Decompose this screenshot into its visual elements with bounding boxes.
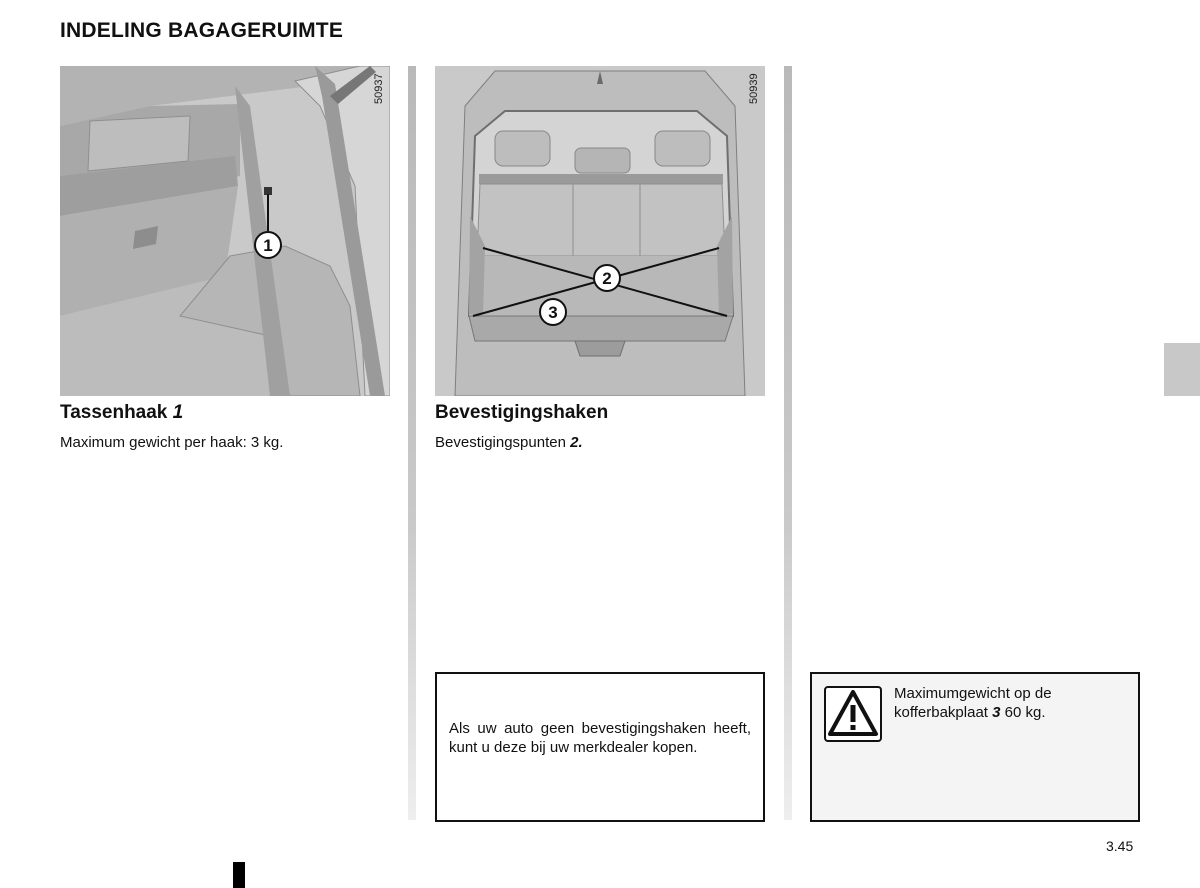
bag-hook-heading-ref: 1 bbox=[172, 402, 184, 423]
column-divider-right bbox=[784, 66, 792, 820]
info-note-text: Als uw auto geen bevestigingshaken heeft, kunt u deze bij uw merkdealer kopen. bbox=[449, 720, 751, 756]
page-number: 3.45 bbox=[1106, 838, 1134, 854]
callout-1: 1 bbox=[263, 236, 273, 255]
bag-hook-heading-text: Tassenhaak bbox=[60, 402, 168, 423]
info-note-box bbox=[435, 672, 765, 822]
anchor-hooks-body bbox=[435, 434, 583, 451]
figure-anchor-hooks bbox=[435, 66, 765, 396]
figure-code-left: 50937 bbox=[373, 73, 385, 104]
trunk-rear-illustration bbox=[435, 66, 765, 396]
warning-note-text bbox=[894, 684, 1134, 722]
warning-ref: 3 bbox=[992, 704, 1001, 721]
footer-crop-mark bbox=[233, 862, 245, 888]
callout-3: 3 bbox=[548, 303, 558, 322]
figure-bag-hook bbox=[60, 66, 390, 396]
anchor-hooks-heading: Bevestigingshaken bbox=[435, 402, 609, 423]
page-title: INDELING BAGAGERUIMTE bbox=[60, 19, 344, 42]
anchor-hooks-body-ref: 2. bbox=[570, 434, 583, 451]
trunk-side-illustration bbox=[60, 66, 390, 396]
column-divider-left bbox=[408, 66, 416, 820]
warning-note-box bbox=[810, 672, 1140, 822]
warning-text-after: 60 kg. bbox=[1004, 704, 1046, 721]
chapter-side-tab bbox=[1164, 343, 1200, 396]
callout-2: 2 bbox=[602, 269, 612, 288]
bag-hook-body: Maximum gewicht per haak: 3 kg. bbox=[60, 434, 284, 451]
warning-text-before: Maximumgewicht op de kofferbakplaat bbox=[894, 685, 1052, 721]
anchor-hooks-body-text: Bevestigingspunten bbox=[435, 434, 566, 451]
bag-hook-heading bbox=[60, 402, 183, 424]
warning-triangle-icon bbox=[824, 686, 882, 742]
figure-code-middle: 50939 bbox=[748, 73, 760, 104]
